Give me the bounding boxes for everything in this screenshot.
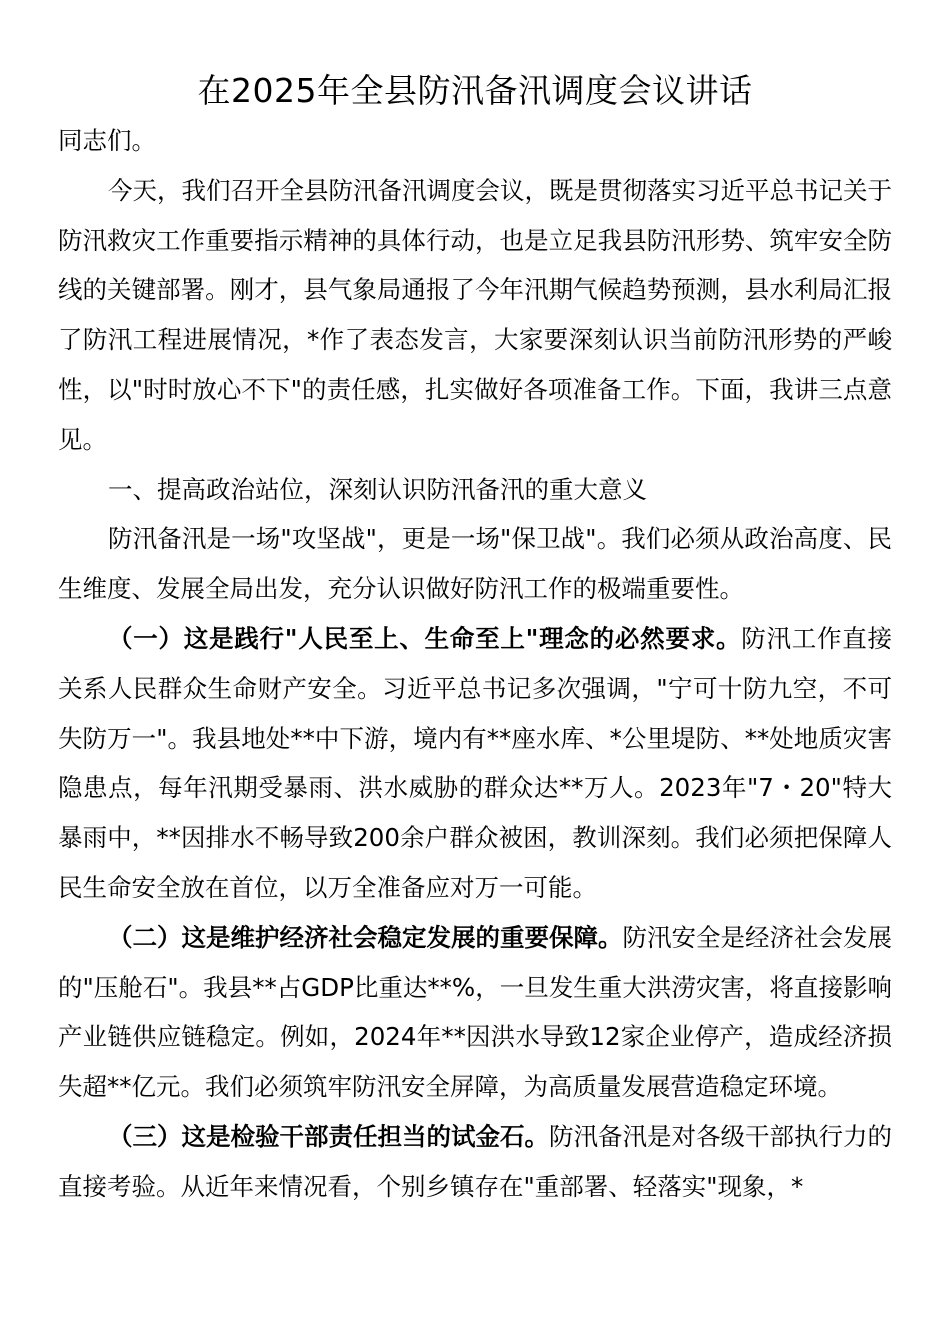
section-lead-paragraph: 防汛备汛是一场"攻坚战"，更是一场"保卫战"。我们必须从政治高度、民生维度、发展全局出发，充分认识做好防汛工作的极端重要性。 [58,524,892,604]
point-one-body: 防汛工作直接关系人民群众生命财产安全。习近平总书记多次强调，"宁可十防九空，不可失防万一"。我县地处**中下游，境内有**座水库、*公里堤防、**处地质灾害隐患点，每年汛期受暴雨、洪水威胁的群众达**万人。2023年"7・20"特大暴雨中，**因排水不畅导致200余户群众被困，教训深刻。我们必须把保障人民生命安全放在首位，以万全准备应对万一可能。 [58,623,893,902]
point-one-heading: （一）这是践行"人民至上、生命至上"理念的必然要求。 [108,623,742,653]
document-page [58,66,892,1212]
point-three-heading: （三）这是检验干部责任担当的试金石。 [108,1121,549,1151]
point-two-body: 防汛安全是经济社会发展的"压舱石"。我县**占GDP比重达**%，一旦发生重大洪涝灾害，将直接影响产业链供应链稳定。例如，2024年**因洪水导致12家企业停产，造成经济损失超**亿元。我们必须筑牢防汛安全屏障，为高质量发展营造稳定环境。 [58,922,892,1102]
document-title: 在2025年全县防汛备汛调度会议讲话 [197,71,753,110]
salutation: 同志们。 [58,126,156,155]
intro-paragraph: 今天，我们召开全县防汛备汛调度会议，既是贯彻落实习近平总书记关于防汛救灾工作重要指示精神的具体行动，也是立足我县防汛形势、筑牢安全防线的关键部署。刚才，县气象局通报了今年汛期气候趋势预测，县水利局汇报了防汛工程进展情况，*作了表态发言，大家要深刻认识当前防汛形势的严峻性，以"时时放心不下"的责任感，扎实做好各项准备工作。下面，我讲三点意见。 [58,175,892,454]
point-one-paragraph [58,614,892,913]
point-three-paragraph [58,1112,892,1212]
point-three-body: 防汛备汛是对各级干部执行力的直接考验。从近年来情况看，个别乡镇存在"重部署、轻落实"现象，* [58,1121,892,1201]
point-two-heading: （二）这是维护经济社会稳定发展的重要保障。 [108,922,623,952]
point-two-paragraph [58,913,892,1112]
section-heading: 一、提高政治站位，深刻认识防汛备汛的重大意义 [108,474,647,504]
